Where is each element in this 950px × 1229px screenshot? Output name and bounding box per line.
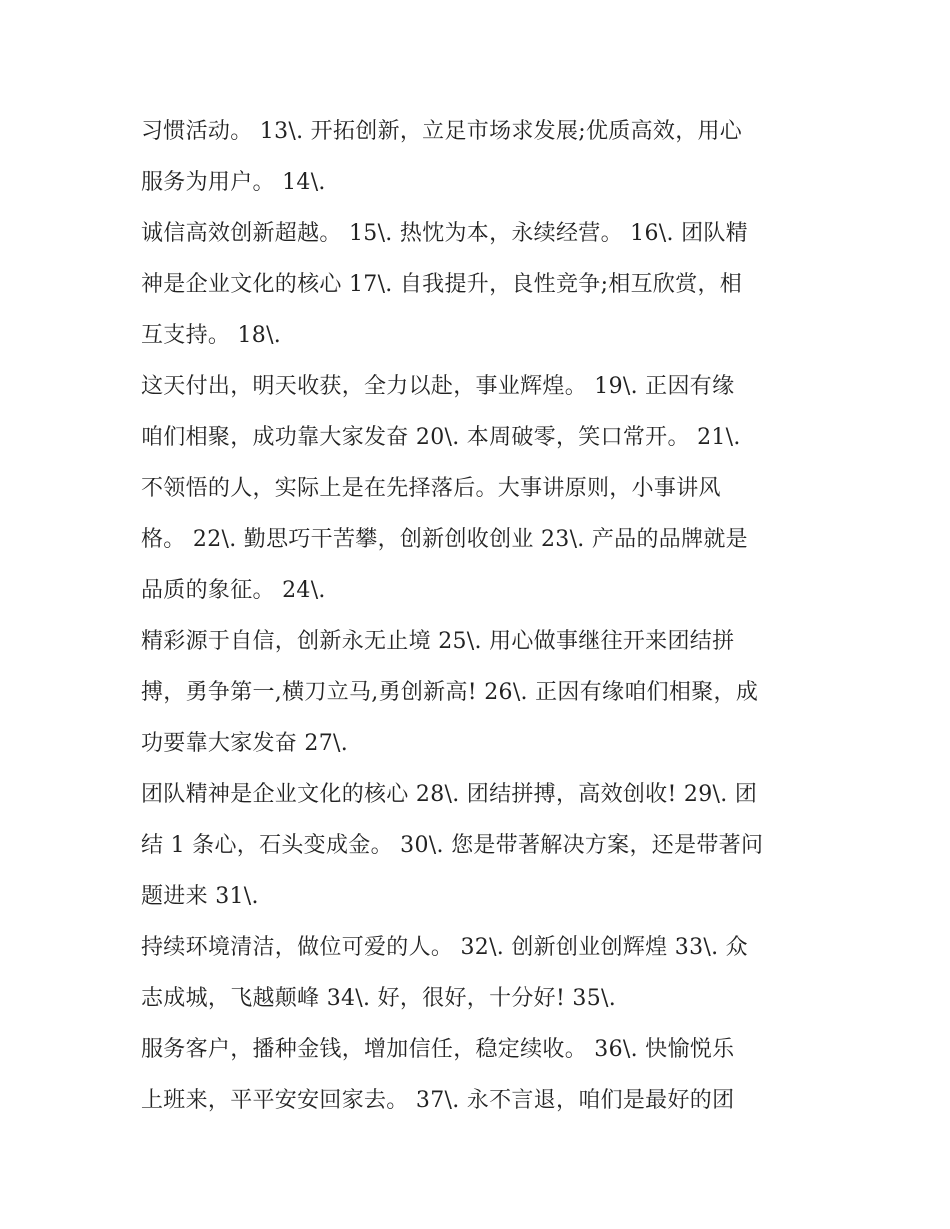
document-body bbox=[141, 106, 821, 1126]
text-line: 精彩源于自信，创新永无止境 25\. 用心做事继往开来团结拼 bbox=[141, 629, 735, 654]
text-line: 搏，勇争第一,横刀立马,勇创新高! 26\. 正因有缘咱们相聚，成 bbox=[141, 680, 759, 705]
text-line: 团队精神是企业文化的核心 28\. 团结拼搏，高效创收! 29\. 团 bbox=[141, 782, 758, 807]
text-line: 服务为用户。 14\. bbox=[141, 170, 326, 195]
text-line: 这天付出，明天收获，全力以赴，事业辉煌。 19\. 正因有缘 bbox=[141, 374, 735, 399]
text-line: 结 1 条心，石头变成金。 30\. 您是带著解决方案，还是带著问 bbox=[141, 833, 764, 858]
text-line: 志成城，飞越颠峰 34\. 好，很好，十分好! 35\. bbox=[141, 986, 617, 1011]
text-line: 格。 22\. 勤思巧干苦攀，创新创收创业 23\. 产品的品牌就是 bbox=[141, 527, 748, 552]
text-line: 持续环境清洁，做位可爱的人。 32\. 创新创业创辉煌 33\. 众 bbox=[141, 935, 748, 960]
text-line: 服务客户，播种金钱，增加信任，稳定续收。 36\. 快愉悦乐 bbox=[141, 1037, 735, 1062]
text-line: 题进来 31\. bbox=[141, 884, 259, 909]
text-line: 习惯活动。 13\. 开拓创新，立足市场求发展;优质高效，用心 bbox=[141, 119, 743, 144]
text-line: 功要靠大家发奋 27\. bbox=[141, 731, 348, 756]
text-line: 互支持。 18\. bbox=[141, 323, 282, 348]
text-line: 神是企业文化的核心 17\. 自我提升，良性竞争;相互欣赏，相 bbox=[141, 272, 743, 297]
text-line: 不领悟的人，实际上是在先择落后。大事讲原则，小事讲风 bbox=[141, 476, 721, 501]
text-line: 品质的象征。 24\. bbox=[141, 578, 326, 603]
text-line: 咱们相聚，成功靠大家发奋 20\. 本周破零，笑口常开。 21\. bbox=[141, 425, 741, 450]
text-line: 上班来，平平安安回家去。 37\. 永不言退，咱们是最好的团 bbox=[141, 1088, 735, 1113]
text-line: 诚信高效创新超越。 15\. 热忱为本，永续经营。 16\. 团队精 bbox=[141, 221, 748, 246]
